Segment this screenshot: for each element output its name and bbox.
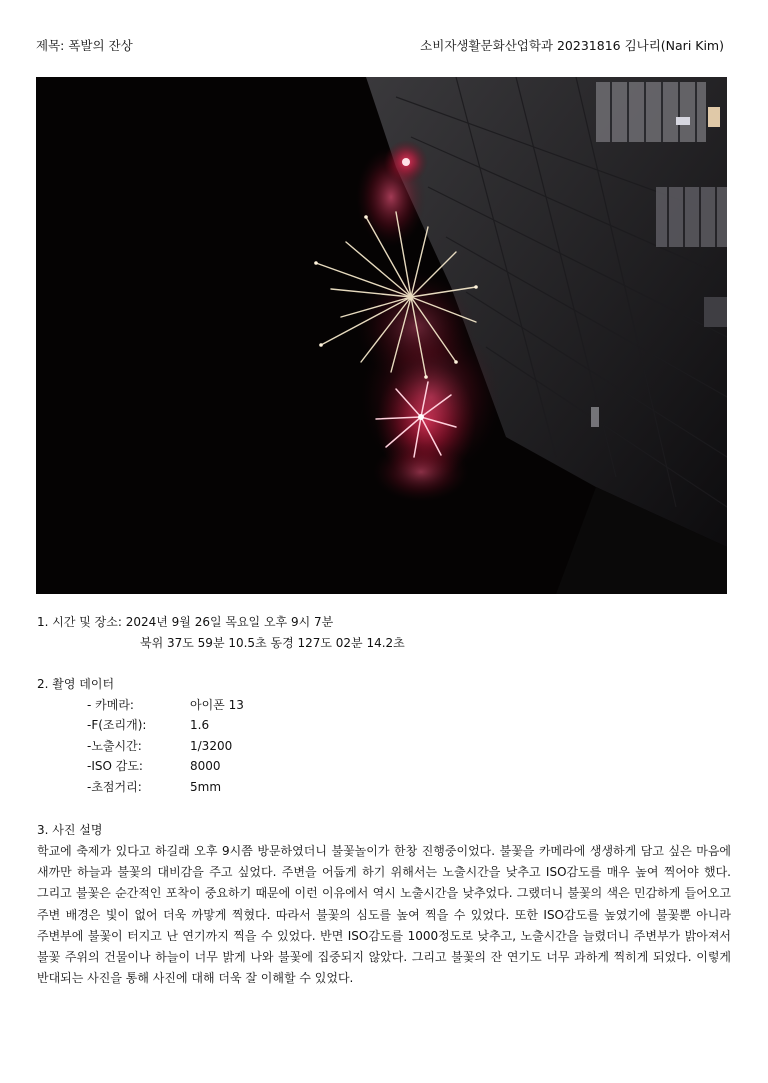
data-value: 8000 <box>190 759 221 774</box>
section-time-place <box>37 612 405 654</box>
shooting-data-heading: 2. 촬영 데이터 <box>37 677 115 691</box>
section-shooting-data <box>37 674 244 797</box>
data-value: 5mm <box>190 779 222 794</box>
description-body: 학교에 축제가 있다고 하길래 오후 9시쯤 방문하였더니 불꽃놀이가 한창 진행중이었다. 불꽃을 카메라에 생생하게 담고 싶은 마음에 새까만 하늘과 불꽃의 대비감을 주고 싶었다. 주변을 어둡게 하기 위해서는 노출시간을 낮추고 ISO감도를 매우 높여 찍어야 했다. 그리고 불꽃은 순간적인 포착이 중요하기 때문에 이런 이유에서 역시 노출시간을 낮추었다. 그랬더니 불꽃의 색은 민감하게 들어오고 주변 배경은 빛이 없어 더욱 까맣게 찍혔다. 따라서 불꽃의 심도를 높여 찍을 수 있었다. 또한 ISO감도를 높였기에 불꽃뿐 아니라 주변부에 불꽃이 터지고 난 연기까지 찍을 수 있었다. 반면 ISO감도를 1000정도로 낮추고, 노출시간을 늘렸더니 주변부가 밝아져서 불꽃 주위의 건물이나 하늘이 너무 밝게 나와 불꽃에 집중되지 않았다. 그리고 불꽃의 잔 연기도 너무 과하게 찍히게 되었다. 이렇게 반대되는 사진을 통해 사진에 대해 더욱 잘 이해할 수 있었다. <box>37 844 731 986</box>
description-heading: 3. 사진 설명 <box>37 823 103 837</box>
data-key: -F(조리개): <box>87 718 147 733</box>
data-value: 1.6 <box>190 718 210 733</box>
data-row-iso <box>37 756 221 776</box>
fireworks-photo-drawing <box>36 77 727 594</box>
data-key: -ISO 감도: <box>87 759 143 774</box>
document-title: 제목: 폭발의 잔상 <box>36 38 133 53</box>
data-value: 1/3200 <box>190 738 233 753</box>
data-key: -초점거리: <box>87 779 142 794</box>
author-info: 소비자생활문화산업학과 20231816 김나리(Nari Kim) <box>420 38 724 53</box>
page-header <box>36 36 724 54</box>
data-key: -노출시간: <box>87 738 142 753</box>
section-description <box>37 820 731 989</box>
data-row-focal-length <box>37 777 222 797</box>
time-place-heading: 1. 시간 및 장소: 2024년 9월 26일 목요일 오후 9시 7분 <box>37 615 334 629</box>
data-row-aperture <box>37 715 210 735</box>
fireworks-photo <box>36 77 727 594</box>
coordinates-text: 북위 37도 59분 10.5초 동경 127도 02분 14.2초 <box>140 636 405 650</box>
data-key: - 카메라: <box>87 698 134 712</box>
data-row-camera <box>37 695 244 715</box>
data-row-exposure <box>37 736 233 756</box>
data-value: 아이폰 13 <box>190 698 244 712</box>
